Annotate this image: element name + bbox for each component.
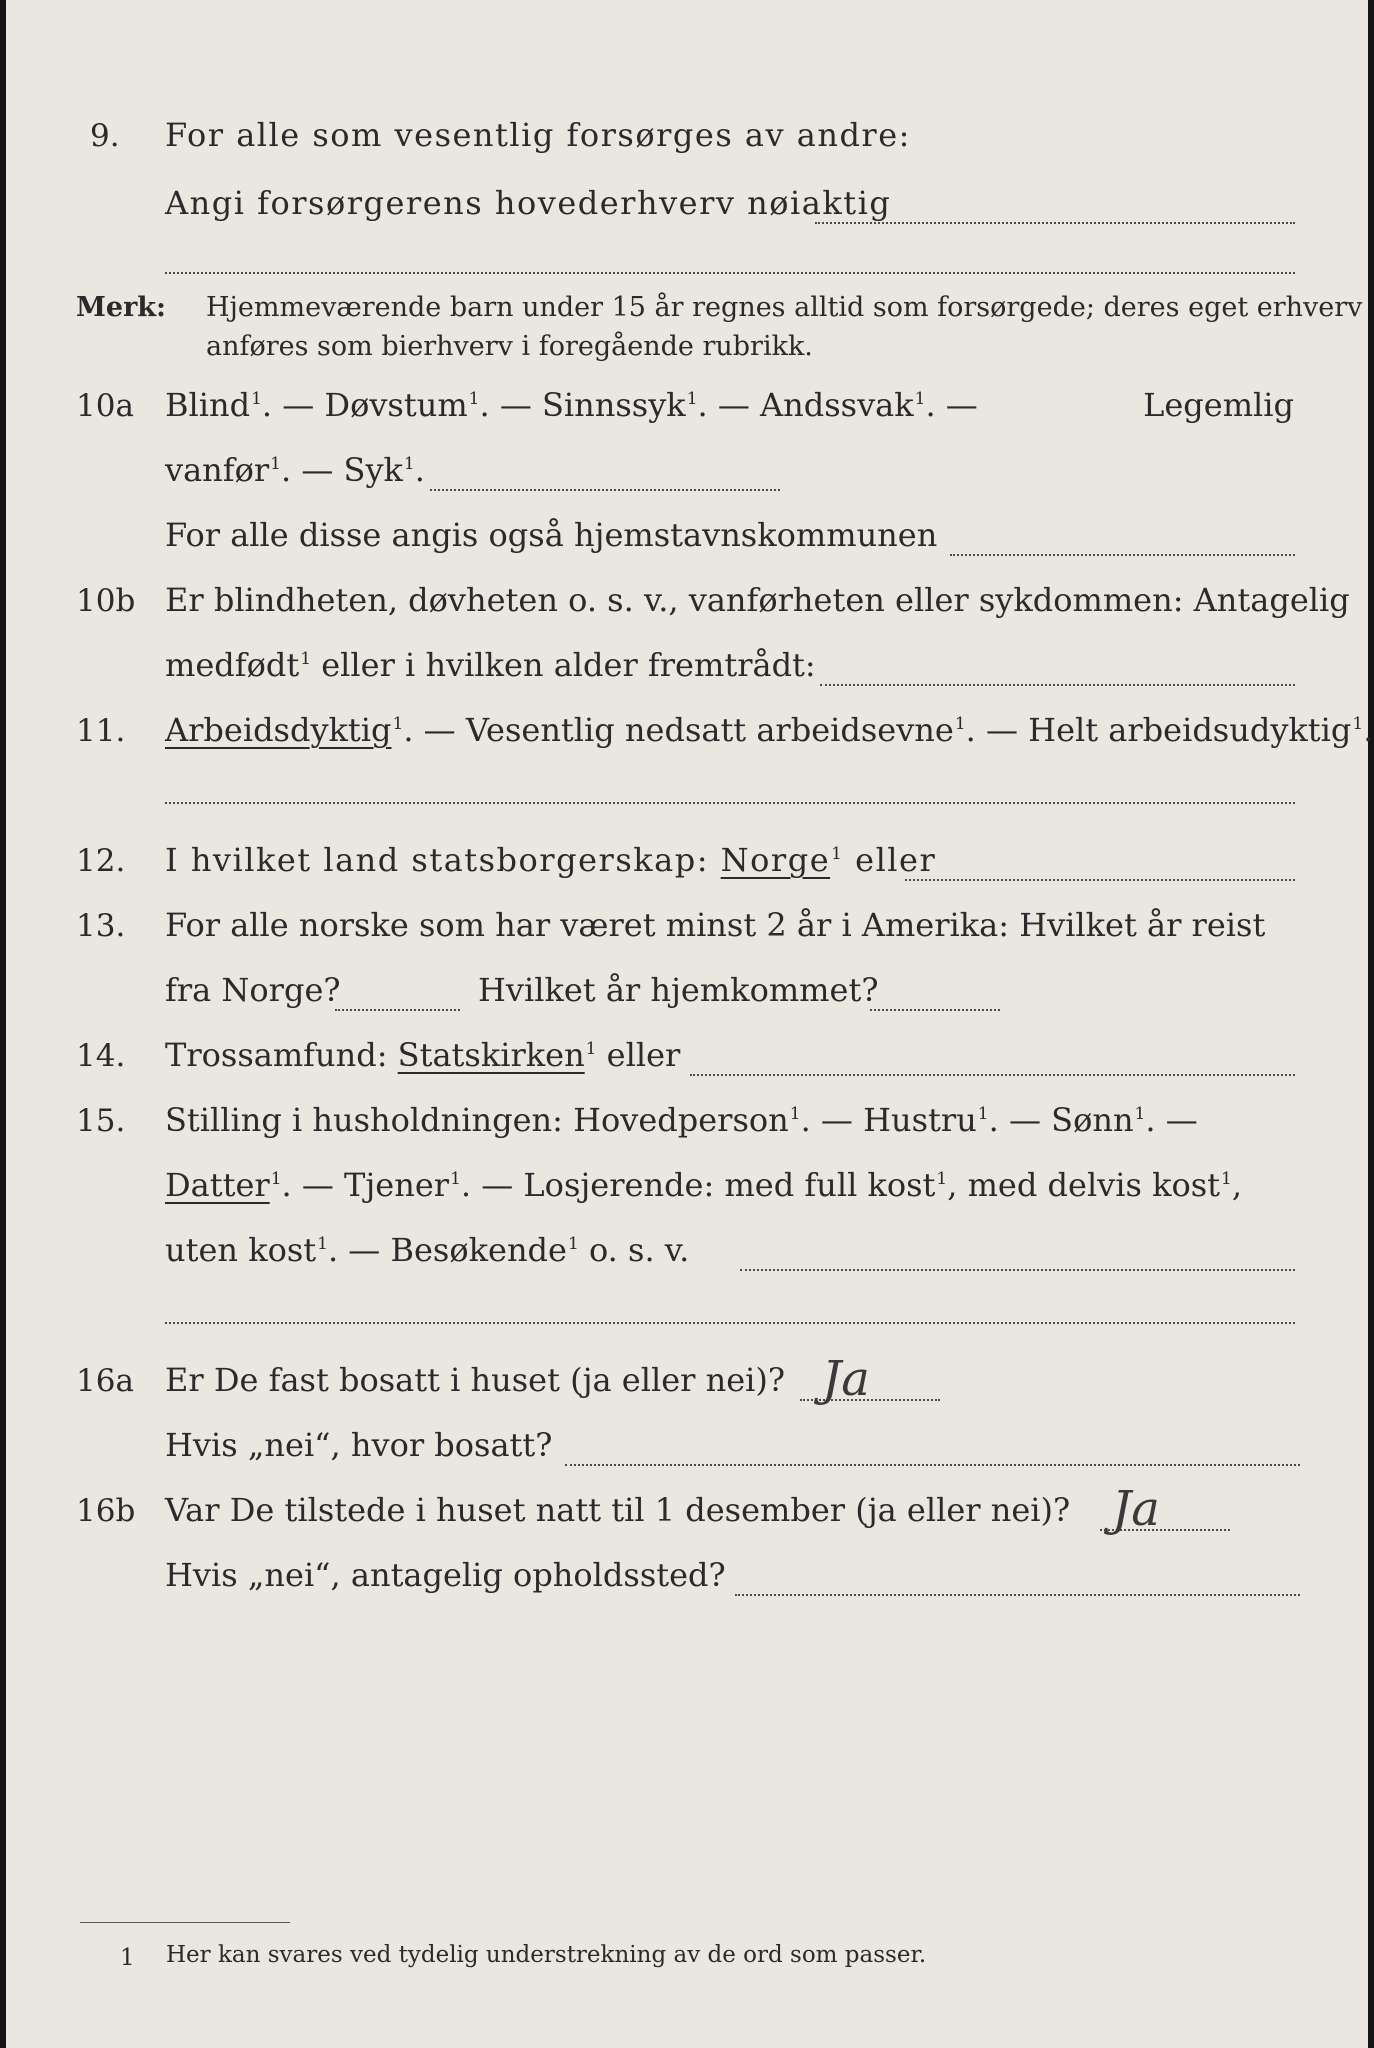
q11-options: Arbeidsdyktig$^1$. — Vesentlig nedsatt arbeidsevne$^1$. — Helt arbeidsudyktig$^1$. <box>165 711 1374 749</box>
q13-year-left-field[interactable] <box>335 1009 460 1011</box>
q16b-subtext: Hvis „nei“, antagelig opholdssted? <box>165 1556 726 1594</box>
q13-line1 <box>0 900 1374 960</box>
q10a-number: 10a <box>76 388 134 424</box>
option-dovstum[interactable]: Døvstum <box>324 386 468 424</box>
merk-text: Hjemmeværende barn under 15 år regnes alltid som forsørgede; deres eget erhverv <box>206 292 1363 323</box>
q10b-text-2: medfødt$^1$ eller i hvilken alder fremtrådt: <box>165 646 816 684</box>
q14-field[interactable] <box>690 1074 1295 1076</box>
option-hovedperson[interactable]: Stilling i husholdningen: Hovedperson <box>165 1101 789 1139</box>
q16a-line2 <box>0 1420 1374 1480</box>
q13-number: 13. <box>76 908 126 944</box>
option-datter[interactable]: Datter <box>165 1166 270 1204</box>
footnote-mark: 1 <box>120 1945 135 1971</box>
q12-field[interactable] <box>905 879 1295 881</box>
q11-number: 11. <box>76 713 126 749</box>
option-legemlig[interactable]: Legemlig <box>1143 386 1294 424</box>
q15-field-2[interactable] <box>165 1322 1295 1324</box>
option-uten-kost[interactable]: uten kost <box>165 1231 317 1269</box>
q16a-subtext: Hvis „nei“, hvor bosatt? <box>165 1426 553 1464</box>
q14-number: 14. <box>76 1038 126 1074</box>
q9-number: 9. <box>90 118 120 154</box>
q15-field[interactable] <box>740 1269 1295 1271</box>
merk-line2 <box>0 325 1374 385</box>
q9-line1 <box>0 110 1374 170</box>
q10a-line1 <box>0 380 1374 440</box>
q10b-text: Er blindheten, døvheten o. s. v., vanførheten eller sykdommen: Antagelig <box>165 581 1350 619</box>
q16a-location-field[interactable] <box>565 1464 1300 1466</box>
q14-line1 <box>0 1030 1374 1090</box>
option-vanfor[interactable]: vanfør <box>165 451 270 489</box>
q15-text-2: Datter$^1$. — Tjener$^1$. — Losjerende: med full kost$^1$, med delvis kost$^1$, <box>165 1166 1243 1204</box>
option-besokende[interactable]: Besøkende <box>390 1231 567 1269</box>
q10a-hjemstavn-field[interactable] <box>950 554 1295 556</box>
q16a-number: 16a <box>76 1363 134 1399</box>
q16a-line1 <box>0 1351 1374 1415</box>
q10b-line2 <box>0 640 1374 700</box>
q9-line2 <box>0 178 1374 238</box>
option-helt-udyktig[interactable]: Helt arbeidsudyktig <box>1028 711 1352 749</box>
q15-line1 <box>0 1095 1374 1155</box>
q10a-line2 <box>0 445 1374 505</box>
q13-fra-norge: fra Norge? <box>165 971 341 1009</box>
q13-hjemkommet: Hvilket år hjemkommet? <box>478 971 879 1009</box>
option-full-kost[interactable]: Losjerende: med full kost <box>523 1166 936 1204</box>
option-andssvak[interactable]: Andssvak <box>760 386 914 424</box>
q15-line2 <box>0 1160 1374 1220</box>
q10b-field[interactable] <box>820 684 1295 686</box>
q10b-line1 <box>0 575 1374 635</box>
option-arbeidsdyktig[interactable]: Arbeidsdyktig <box>165 711 392 749</box>
footnote-rule-row <box>0 1922 1374 1928</box>
q16b-line1 <box>0 1481 1374 1545</box>
option-statskirken[interactable]: Statskirken <box>397 1036 585 1074</box>
q11-field[interactable] <box>165 802 1295 804</box>
option-delvis-kost[interactable]: med delvis kost <box>967 1166 1221 1204</box>
q15-line4 <box>0 1290 1374 1350</box>
q12-line1 <box>0 835 1374 895</box>
q10a-options-2: vanfør$^1$. — Syk$^1$. <box>165 451 425 489</box>
q11-line1 <box>0 705 1374 765</box>
q11-line2 <box>0 770 1374 830</box>
option-vesentlig-nedsatt[interactable]: Vesentlig nedsatt arbeidsevne <box>465 711 954 749</box>
q10a-syk-field[interactable] <box>430 489 780 491</box>
q10a-line3 <box>0 510 1374 570</box>
merk-label: Merk: <box>76 292 166 323</box>
option-norge[interactable]: Norge <box>720 841 831 879</box>
q10a-hjemstavn: For alle disse angis også hjemstavnskommunen <box>165 516 938 554</box>
q15-text-3: uten kost$^1$. — Besøkende$^1$ o. s. v. <box>165 1231 690 1269</box>
q15-number: 15. <box>76 1103 126 1139</box>
option-medfodt[interactable]: medfødt <box>165 646 300 684</box>
merk-text-2: anføres som bierhverv i foregående rubrikk. <box>206 331 813 362</box>
q10a-options: Blind$^1$. — Døvstum$^1$. — Sinnssyk$^1$. — Andssvak$^1$. — <box>165 386 978 424</box>
q16b-number: 16b <box>76 1493 136 1529</box>
q16b-line2 <box>0 1550 1374 1610</box>
q16a-handwritten-answer: Ja <box>822 1351 870 1407</box>
q14-text: Trossamfund: Statskirken$^1$ eller <box>165 1036 681 1074</box>
option-sonn[interactable]: Sønn <box>1051 1101 1134 1139</box>
option-hustru[interactable]: Hustru <box>863 1101 977 1139</box>
q16b-text: Var De tilstede i huset natt til 1 desember (ja eller nei)? <box>165 1491 1071 1529</box>
q10b-number: 10b <box>76 583 136 619</box>
q9-answer-field[interactable] <box>815 222 1295 224</box>
q16b-location-field[interactable] <box>735 1594 1300 1596</box>
q13-line2 <box>0 965 1374 1025</box>
q9-subtext: Angi forsørgerens hovederhverv nøiaktig <box>165 184 892 222</box>
option-blind[interactable]: Blind <box>165 386 251 424</box>
q16b-handwritten-answer: Ja <box>1112 1481 1160 1537</box>
footnote-text: Her kan svares ved tydelig understrekning av de ord som passer. <box>166 1942 927 1968</box>
q13-text: For alle norske som har været minst 2 år i Amerika: Hvilket år reist <box>165 906 1266 944</box>
q16a-text: Er De fast bosatt i huset (ja eller nei)? <box>165 1361 786 1399</box>
q9-text: For alle som vesentlig forsørges av andre: <box>165 116 911 154</box>
q15-text: Stilling i husholdningen: Hovedperson$^1$. — Hustru$^1$. — Sønn$^1$. — <box>165 1101 1198 1139</box>
q12-text: I hvilket land statsborgerskap: Norge$^1$ eller <box>165 841 937 879</box>
q9-answer-field-2[interactable] <box>165 272 1295 274</box>
option-tjener[interactable]: Tjener <box>344 1166 450 1204</box>
footnote <box>0 1942 1374 2002</box>
q15-line3 <box>0 1225 1374 1285</box>
q13-year-return-field[interactable] <box>870 1009 1000 1011</box>
option-sinnssyk[interactable]: Sinnssyk <box>542 386 686 424</box>
q12-number: 12. <box>76 843 126 879</box>
q16a-answer-field[interactable] <box>800 1399 940 1401</box>
footnote-rule <box>80 1922 290 1923</box>
option-syk[interactable]: Syk <box>343 451 403 489</box>
